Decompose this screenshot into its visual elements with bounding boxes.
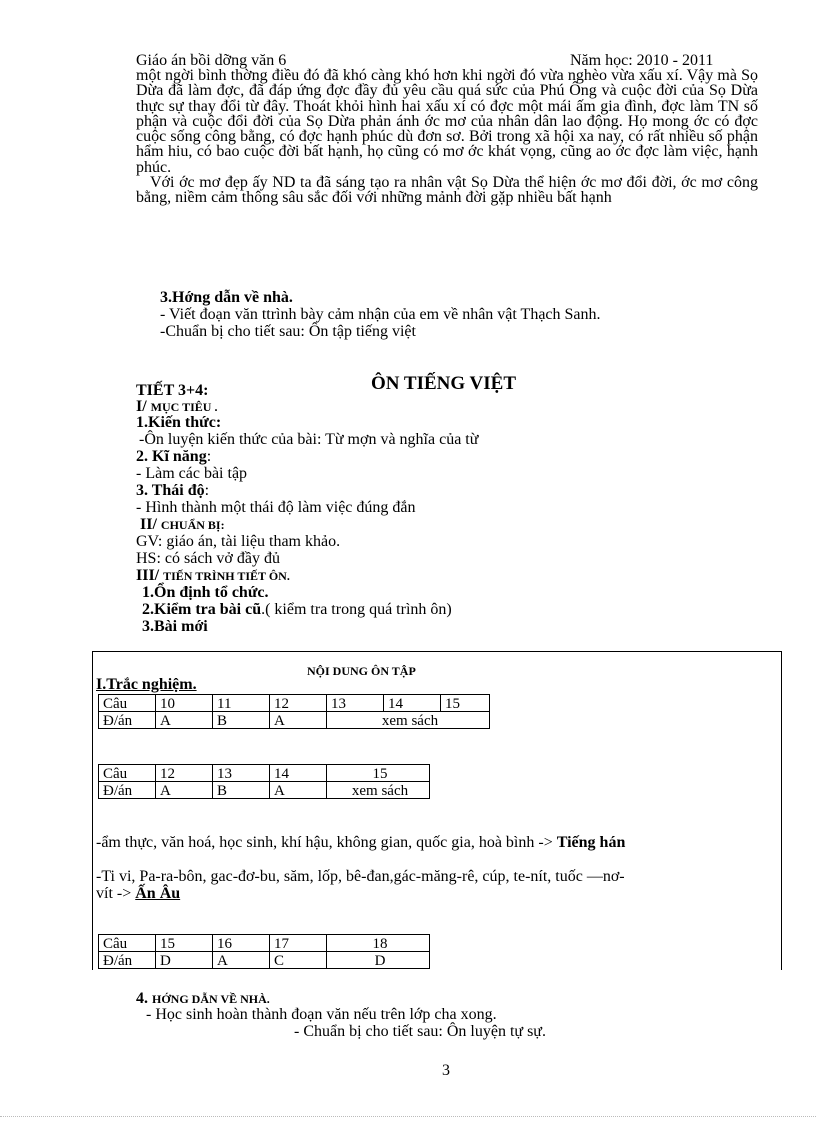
attitude-label: 3. Thái độ: [136, 482, 205, 499]
intro-paragraph-1: một ngời bình thờng điều đó đã khó càng khó hơn khi ngời đó vừa nghèo vừa xấu xí. Vậy mà Sọ Dừa đã làm đợc, đã đáp ứng đợc đầy đủ yêu cầu quá sức của Phú Ông và cuộc đời của Sọ Dừa thực sự thay đổi từ đây. Thoát khỏi hình hai xấu xí có đợc một mái ấm gia đình, đợc làm TN số phận và cuộc đổi đời của Sọ Dừa phản ánh ớc mơ của nhân dân lao động. Họ mong ớc có đợc cuộc sống công bằng, có đợc hạnh phúc dù đơn sơ. Bởi trong xã hội xa nay, có rất nhiều số phận hẩm hiu, có bao cuộc đời bất hạnh, họ cũng có mơ ớc khát vọng, cũng ao ớc đợc làm việc, hạnh phúc.: [136, 67, 758, 176]
table-row: [99, 712, 490, 729]
table-cell: D: [327, 952, 430, 969]
step-1: 1.Ổn định tổ chức.: [142, 584, 269, 601]
table-cell: A: [156, 712, 213, 729]
table-row: [99, 935, 430, 952]
header-left: Giáo án bồi dỡng văn 6: [136, 52, 287, 69]
step-2: [142, 601, 452, 618]
table-cell: B: [213, 782, 270, 799]
skills-colon: :: [206, 448, 212, 465]
table-row: [99, 782, 430, 799]
page-edge-rule: [0, 1116, 816, 1117]
gv-line: GV: giáo án, tài liệu tham khảo.: [136, 533, 341, 550]
table-cell: A: [213, 952, 270, 969]
table-cell: 12: [156, 765, 213, 782]
table-cell: xem sách: [327, 782, 430, 799]
homework2-line-1: - Học sinh hoàn thành đoạn văn nếu trên lớp cha xong.: [146, 1006, 497, 1023]
table-cell: 15: [327, 765, 430, 782]
knowledge-text: -Ôn luyện kiến thức của bài: Từ mợn và nghĩa của từ: [139, 431, 479, 448]
table-cell: Đ/án: [99, 952, 156, 969]
period-label: TIẾT 3+4:: [136, 382, 209, 399]
euro-words-line-1: -Ti vi, Pa-ra-bôn, gac-đơ-bu, săm, lốp, bê-đan,gác-măng-rê, cúp, te-nít, tuốc —nơ-: [96, 868, 625, 885]
table-row: [99, 952, 430, 969]
table-cell: A: [156, 782, 213, 799]
homework2-num: 4.: [136, 990, 148, 1007]
table-cell: 18: [327, 935, 430, 952]
homework-heading: 3.Hớng dẫn về nhà.: [160, 289, 293, 306]
review-section: I.Trắc nghiệm.: [96, 676, 197, 693]
homework-line-1: - Viết đoạn văn ttrình bày cảm nhận của em về nhân vật Thạch Sanh.: [160, 306, 601, 323]
answer-table-1: [98, 694, 490, 729]
prep-heading: [140, 516, 225, 534]
table-cell: 15: [441, 695, 490, 712]
objectives-label: MỤC TIÊU .: [150, 400, 218, 414]
attitude-text: - Hình thành một thái độ làm việc đúng đắn: [136, 499, 416, 516]
intro-paragraph-2: Với ớc mơ đẹp ấy ND ta đã sáng tạo ra nhân vật Sọ Dừa thể hiện ớc mơ đổi đời, ớc mơ công bằng, niềm cảm thông sâu sắc đối với những mảnh đời gặp nhiều bất hạnh: [136, 174, 758, 207]
attitude-colon: :: [204, 482, 210, 499]
table-cell: 12: [270, 695, 327, 712]
table-row: [99, 695, 490, 712]
skills-text: - Làm các bài tập: [136, 465, 248, 482]
process-label: TIẾN TRÌNH TIẾT ÔN.: [163, 569, 290, 583]
table-cell: xem sách: [327, 712, 490, 729]
table-cell: 16: [213, 935, 270, 952]
han-words-line: [96, 834, 625, 851]
han-words: -ẩm thực, văn hoá, học sinh, khí hậu, không gian, quốc gia, hoà bình ->: [96, 834, 553, 851]
skills-heading: [136, 448, 211, 465]
table-row: [99, 765, 430, 782]
page-number: 3: [442, 1062, 450, 1079]
step-3: 3.Bài mới: [142, 618, 208, 635]
han-label: Tiếng hán: [556, 834, 626, 851]
skills-label: 2. Kĩ năng: [136, 448, 207, 465]
table-cell: 15: [156, 935, 213, 952]
table-cell: A: [270, 712, 327, 729]
step-2-label: 2.Kiểm tra bài cũ: [142, 601, 262, 618]
hs-line: HS: có sách vở đầy đủ: [136, 550, 280, 567]
header-right: Năm học: 2010 - 2011: [570, 52, 714, 69]
table-cell: Câu: [99, 765, 156, 782]
intro-text: [136, 68, 758, 206]
table-cell: 13: [327, 695, 384, 712]
table-cell: B: [213, 712, 270, 729]
knowledge-label: 1.Kiến thức:: [136, 414, 222, 431]
euro-words-line-2: [96, 885, 180, 902]
prep-label: CHUẨN BỊ:: [160, 518, 225, 532]
attitude-heading: [136, 482, 209, 499]
table-cell: 10: [156, 695, 213, 712]
euro-label: Ấn Âu: [135, 885, 181, 902]
table-cell: Câu: [99, 935, 156, 952]
table-cell: 14: [270, 765, 327, 782]
step-2-text: .( kiểm tra trong quá trình ôn): [261, 601, 452, 618]
table-cell: D: [156, 952, 213, 969]
process-heading: [136, 567, 290, 585]
review-title: NỘI DUNG ÔN TẬP: [307, 664, 416, 678]
objectives-num: I/: [136, 398, 147, 415]
homework2-line-2: - Chuẩn bị cho tiết sau: Ôn luyện tự sự.: [294, 1023, 546, 1040]
table-cell: Câu: [99, 695, 156, 712]
table-cell: 14: [384, 695, 441, 712]
process-num: III/: [136, 567, 160, 584]
homework2-label: HỚNG DẪN VỀ NHÀ.: [152, 992, 270, 1006]
table-cell: Đ/án: [99, 782, 156, 799]
table-cell: Đ/án: [99, 712, 156, 729]
table-cell: C: [270, 952, 327, 969]
homework-line-2: -Chuẩn bị cho tiết sau: Ôn tập tiếng việt: [160, 323, 416, 340]
euro-words: vít ->: [96, 885, 132, 902]
table-cell: A: [270, 782, 327, 799]
prep-num: II/: [140, 516, 157, 533]
answer-table-2: [98, 764, 430, 799]
answer-table-3: [98, 934, 430, 969]
lesson-title: ÔN TIẾNG VIỆT: [371, 373, 517, 394]
table-cell: 17: [270, 935, 327, 952]
table-cell: 13: [213, 765, 270, 782]
table-cell: 11: [213, 695, 270, 712]
